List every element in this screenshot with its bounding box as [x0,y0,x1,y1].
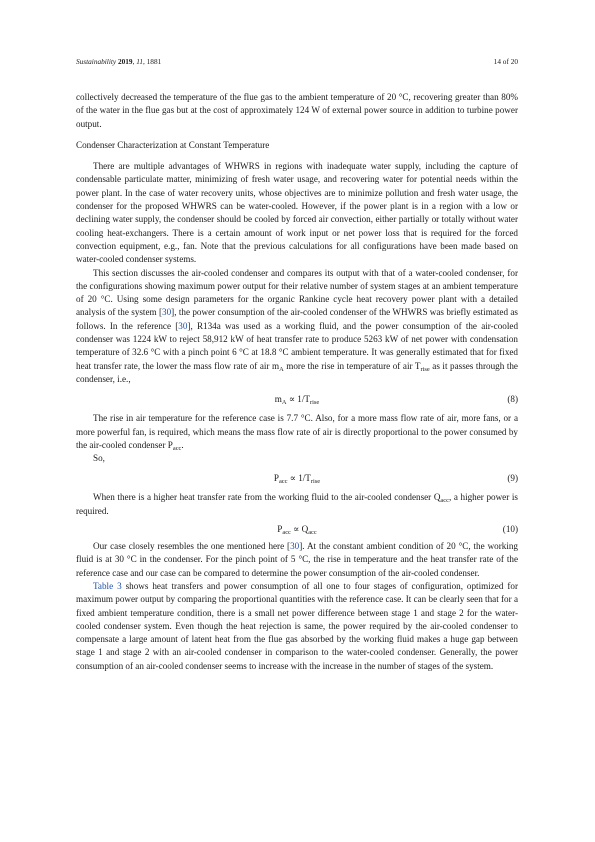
table-3-link[interactable]: Table 3 [93,580,122,591]
equation-number: (8) [507,394,518,405]
article-number: 1881 [146,57,162,66]
equation-number: (10) [502,524,518,535]
page-number: 14 of 20 [493,57,518,66]
paragraph-table-3: Table 3 shows heat transfers and power consumption of all one to four stages of configuration, optimized for maximum power output by comparing the proportional quantities with the reference case. It can be clearly seen that for a fixed ambient temperature condition, there is a small net power difference between stage 1 and stage 2 for the water-cooled condenser system. Even though the heat rejection is same, the power required by the air-cooled condenser to compensate a large amount of latent heat from the flue gas absorbed by the working fluid makes a huge gap between stage 1 and stage 2 with an air-cooled condenser in comparison to the water-cooled condenser. Generally, the power consumption of an air-cooled condenser seems to increase with the increase in the number of stages of the system. [76,580,518,671]
article-body [76,91,518,673]
equation-10-body: $P_{acc} \propto Q_{acc}$ [277,524,317,537]
equation-8-body: $m_A \propto 1/T_{rise}$ [274,394,320,407]
journal-name: Sustainability [76,57,117,66]
equation-9-body: $P_{acc} \propto 1/T_{rise}$ [273,473,321,486]
paragraph-advantages: There are multiple advantages of WHWRS in regions with inadequate water supply, including the capture of condensable particulate matter, minimizing of fresh water usage, and recovering water for potential needs within the power plant. In the case of water recovery units, whose objectives are to minimize pollution and fresh water usage, the condenser for the proposed WHWRS can be water-cooled. However, if the power plant is in a region with a low or declining water supply, the condenser should be cooled by forced air convection, either partially or totally without water cooling heat-exchangers. There is a certain amount of work input or net power loss that is required for the forced convection equipment, e.g., fan. Note that the previous calculations for all configurations have been made based on water-cooled condenser systems. [76,161,518,265]
paragraph-temperature-rise: The rise in air temperature for the reference case is 7.7 °C. Also, for a more mass flow rate of air, more fans, or a more powerful fan, is required, which means the mass flow rate of air is directly proportional to the power consumed by the air-cooled condenser $P_{acc}$. [76,413,518,452]
paragraph-so: So, [93,453,105,464]
equation-8 [76,386,518,412]
journal-volume: 11 [136,57,143,66]
paragraph-air-cooled-condenser: This section discusses the air-cooled condenser and compares its output with that of a water-cooled condenser, for the configurations showing maximum power output for their relative number of system stages at an ambient temperature of 20 °C. Using some design parameters for the organic Rankine cycle heat recovery power plant with a detailed analysis of the system [30], the power consumption of the air-cooled condenser of the WHWRS was briefly estimated as follows. In the reference [30], R134a was used as a working fluid, and the power consumption of the air-cooled condenser was 1224 kW to reject 58,912 kW of heat transfer rate to produce 5263 kW of net power with condensation temperature of 32.6 °C with a pinch point 6 °C at 18.8 °C ambient temperature. It was generally estimated that for fixed heat transfer rate, the lower the mass flow rate of air $m_A$ more the rise in temperature of air $T_{rise}$ as it passes through the condenser, i.e., [76,267,519,384]
reference-link-30[interactable]: 30 [178,320,188,331]
reference-link-30[interactable]: 30 [162,307,172,318]
equation-10 [76,518,518,540]
paragraph-continued: collectively decreased the temperature of the flue gas to the ambient temperature of 20 °C, recovering greater than 80% of the water in the flue gas but at the cost of approximately 124 W of external power source in addition to turbine power output. [76,92,518,129]
reference-link-30[interactable]: 30 [290,541,300,552]
journal-year: 2019 [117,57,133,66]
equation-number: (9) [507,473,518,484]
paragraph-higher-heat-transfer: When there is a higher heat transfer rate from the working fluid to the air-cooled condenser $Q_{acc}$, a higher power is required. [76,492,518,516]
paragraph-our-case: Our case closely resembles the one mentioned here [30]. At the constant ambient condition of 20 °C, the working fluid is at 30 °C in the condenser. For the pinch point of 5 °C, the rise in temperature and the heat transfer rate of the reference case and our case can be compared to determine the power consumption of the air-cooled condenser. [76,541,518,578]
journal-citation: Sustainability 2019, 11, 1881 [76,57,162,66]
page-header [76,56,518,68]
section-title: Condenser Characterization at Constant Temperature [76,139,270,150]
equation-9 [76,465,518,491]
